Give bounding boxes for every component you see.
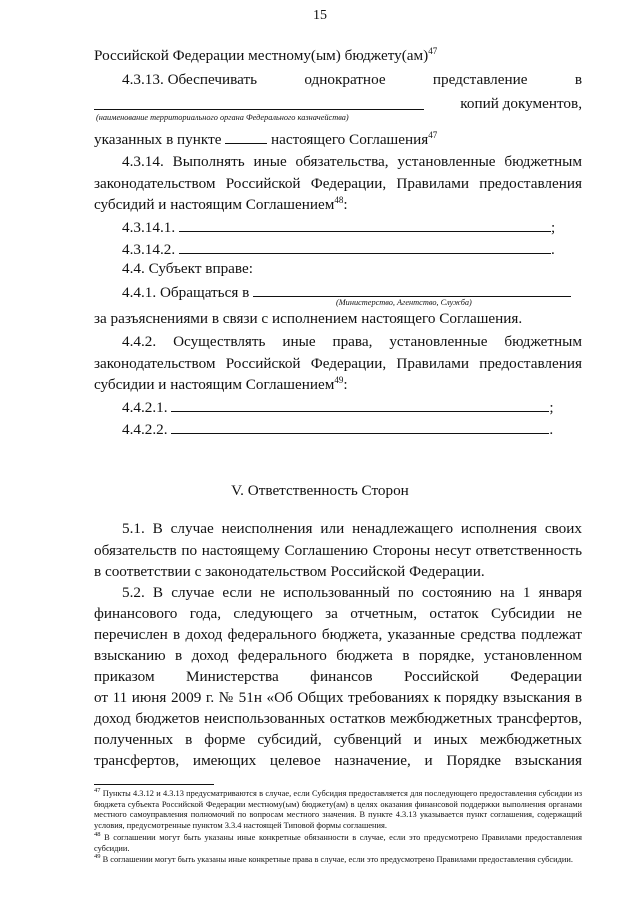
text-span: копий документов, bbox=[460, 95, 582, 112]
field-caption: (наименование территориального органа Федерального казначейства) bbox=[96, 113, 349, 122]
footnote-number: 49 bbox=[94, 853, 101, 861]
blank-field[interactable] bbox=[253, 281, 571, 297]
text-line: 4.3.14. Выполнять иные обязательства, установленные бюджетным bbox=[122, 153, 582, 170]
text-span: указанных в пункте bbox=[94, 131, 222, 148]
text-span: . bbox=[549, 421, 554, 438]
text-line: за разъяснениями в связи с исполнением настоящего Соглашения. bbox=[94, 310, 523, 327]
text-span: 4.3.14.1. bbox=[122, 219, 176, 236]
text-span: однократное bbox=[304, 71, 386, 88]
text-line: законодательством Российской Федерации, Правилами предоставления bbox=[94, 355, 582, 372]
footnote-text: Пункты 4.3.12 и 4.3.13 предусматриваются в случае, если Субсидия предоставляется для последующего предоставления субсидии из бюджета субъекта Российской Федерации местному(ым) бюджету(ам) в целях оказания финансовой поддержки выполнения органами местного самоуправления полномочий по вопросам местного значения. В пункте 4.3.13 указывается пункт соглашения, содержащий условия, предусмотренные пунктом 3.3.4 настоящей Типовой формы соглашения. bbox=[94, 789, 583, 830]
text-line: 5.2. В случае если не использованный по состоянию на 1 января bbox=[122, 584, 582, 601]
blank-field[interactable] bbox=[94, 94, 424, 110]
footnote-ref: 47 bbox=[428, 129, 438, 140]
text-span: 4.4.2.2. bbox=[122, 421, 168, 438]
text-span: Российской Федерации местному(ым) бюджету(ам) bbox=[94, 47, 429, 64]
text-line: полученных в форме субсидий, субвенций и иных межбюджетных bbox=[94, 731, 582, 748]
text-line: обязательств по настоящему Соглашению Стороны несут ответственность bbox=[94, 542, 582, 559]
blank-field[interactable] bbox=[179, 238, 551, 254]
footnote bbox=[94, 855, 582, 866]
text-span: ; bbox=[549, 399, 554, 416]
page-number: 15 bbox=[313, 8, 327, 23]
text-line bbox=[94, 128, 437, 150]
text-line bbox=[122, 216, 555, 238]
footnote-text: В соглашении могут быть указаны иные конкретные обязанности в случае, если это предусмотрено Правилами предоставления субсидии. bbox=[94, 833, 582, 853]
text-line: в соответствии с законодательством Российской Федерации. bbox=[94, 563, 485, 580]
text-line: законодательством Российской Федерации, Правилами предоставления bbox=[94, 175, 582, 192]
blank-field[interactable] bbox=[171, 396, 549, 412]
text-span: субсидий и настоящим Соглашением bbox=[94, 196, 335, 213]
text-line: приказом Министерства финансов Российской Федерации bbox=[94, 668, 582, 685]
text-span: : bbox=[343, 376, 348, 393]
text-line bbox=[122, 396, 554, 418]
text-line bbox=[122, 70, 582, 90]
footnote-number: 48 bbox=[94, 831, 101, 839]
text-line: от 11 июня 2009 г. № 51н «Об Общих требованиях к порядку взыскания в bbox=[94, 689, 582, 706]
blank-field[interactable] bbox=[179, 216, 551, 232]
blank-field[interactable] bbox=[171, 418, 549, 434]
field-caption: (Министерство, Агентство, Служба) bbox=[336, 298, 472, 307]
text-line bbox=[94, 375, 348, 395]
footnote-ref: 49 bbox=[334, 374, 344, 385]
text-span: . bbox=[550, 241, 555, 258]
text-span: 4.3.13. Обеспечивать bbox=[122, 71, 258, 88]
text-span: ; bbox=[550, 219, 556, 236]
text-span: 4.3.14.2. bbox=[122, 241, 176, 258]
text-line: перечислен в доход федерального бюджета, указанные средства подлежат bbox=[94, 626, 582, 643]
text-span: настоящего Соглашения bbox=[271, 131, 429, 148]
text-line: финансового года, следующего за отчетным, остаток Субсидии не bbox=[94, 605, 582, 622]
footnote bbox=[94, 833, 582, 854]
text-line bbox=[94, 46, 437, 66]
text-line bbox=[94, 195, 348, 215]
text-span: : bbox=[343, 196, 348, 213]
text-line bbox=[122, 238, 555, 260]
text-line: 4.4.2. Осуществлять иные права, установленные бюджетным bbox=[122, 333, 582, 350]
text-span: субсидии и настоящим Соглашением bbox=[94, 376, 335, 393]
text-line: 5.1. В случае неисполнения или ненадлежащего исполнения своих bbox=[122, 520, 582, 537]
footnote-ref: 48 bbox=[334, 194, 344, 205]
footnote-divider bbox=[94, 784, 214, 785]
text-span: представление bbox=[432, 71, 528, 88]
text-line: доход бюджетов неиспользованных остатков межбюджетных трансфертов, bbox=[94, 710, 582, 727]
text-line: взысканию в доход федерального бюджета в порядке, установленном bbox=[94, 647, 582, 664]
section-heading: V. Ответственность Сторон bbox=[231, 482, 409, 499]
footnote-text: В соглашении могут быть указаны иные конкретные права в случае, если это предусмотрено Правилами предоставления субсидии. bbox=[102, 855, 573, 864]
footnote-number: 47 bbox=[94, 787, 101, 795]
footnote-ref: 47 bbox=[428, 45, 438, 56]
footnote bbox=[94, 789, 582, 831]
text-line: трансфертов, имеющих целевое назначение, и Порядке взыскания bbox=[94, 752, 582, 769]
text-span: 4.4.2.1. bbox=[122, 399, 168, 416]
blank-field[interactable] bbox=[225, 128, 267, 144]
text-line bbox=[122, 418, 553, 440]
text-span: в bbox=[574, 71, 582, 88]
text-line: 4.4. Субъект вправе: bbox=[122, 260, 253, 277]
text-span: 4.4.1. Обращаться в bbox=[122, 284, 250, 301]
